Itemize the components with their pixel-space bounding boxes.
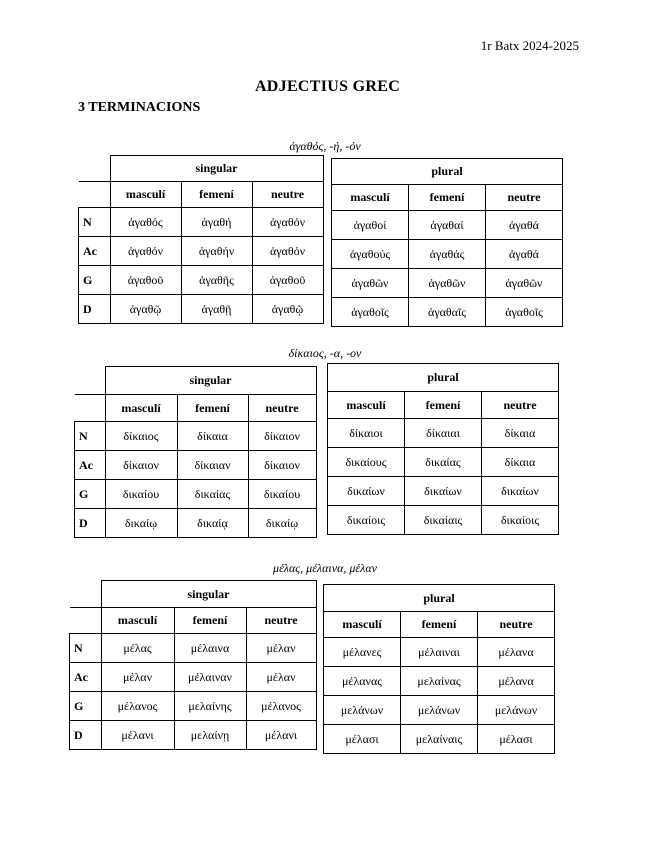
form-cell: ἀγαθόν	[252, 237, 323, 266]
form-cell: ἀγαθῷ	[110, 295, 181, 324]
table-row	[332, 298, 563, 327]
table-row	[328, 506, 559, 535]
form-cell: μελάνων	[324, 696, 401, 725]
neuter-header: neutre	[482, 392, 559, 419]
form-cell: μέλανας	[324, 667, 401, 696]
table-caption: μέλας, μέλαινα, μέλαν	[273, 561, 377, 575]
case-label: D	[79, 295, 111, 324]
case-label: G	[70, 692, 102, 721]
form-cell: μέλανα	[478, 667, 555, 696]
form-cell: ἀγαθῶν	[486, 269, 563, 298]
form-cell: μέλαν	[246, 663, 316, 692]
case-label: N	[79, 208, 111, 237]
masculine-header: masculí	[110, 182, 181, 208]
form-cell: δίκαιαν	[177, 451, 248, 480]
table-caption: δίκαιος, -α, -ον	[288, 346, 362, 360]
form-cell: μέλανι	[101, 721, 174, 750]
form-cell: ἀγαθῶν	[409, 269, 486, 298]
form-cell: δικαίων	[405, 477, 482, 506]
form-cell: ἀγαθῇ	[181, 295, 252, 324]
form-cell: ἀγαθήν	[181, 237, 252, 266]
masculine-header: masculí	[101, 608, 174, 634]
empty-corner	[70, 608, 102, 634]
form-cell: δικαίῳ	[248, 509, 316, 538]
form-cell: μέλανος	[246, 692, 316, 721]
table-caption: ἀγαθός, -ή, -όν	[289, 139, 361, 153]
table-row	[70, 663, 317, 692]
table-row	[79, 237, 324, 266]
form-cell: δίκαιον	[248, 422, 316, 451]
form-cell: μέλαιναι	[401, 638, 478, 667]
form-cell: μελαίνης	[174, 692, 246, 721]
form-cell: μέλασι	[478, 725, 555, 754]
case-label: N	[75, 422, 106, 451]
gender-header-row	[70, 608, 317, 634]
case-label: D	[75, 509, 106, 538]
singular-header: singular	[101, 581, 316, 608]
header-row	[75, 367, 317, 395]
form-cell: μέλασι	[324, 725, 401, 754]
form-cell: δικαίῳ	[105, 509, 177, 538]
table-row	[332, 269, 563, 298]
form-cell: ἀγαθάς	[409, 240, 486, 269]
plural-table	[331, 158, 563, 327]
header-row	[328, 364, 559, 392]
case-label: D	[70, 721, 102, 750]
table-row	[75, 480, 317, 509]
form-cell: δικαίους	[328, 448, 405, 477]
form-cell: ἀγαθῷ	[252, 295, 323, 324]
form-cell: ἀγαθαί	[409, 211, 486, 240]
case-label: Ac	[79, 237, 111, 266]
form-cell: ἀγαθόν	[110, 237, 181, 266]
form-cell: ἀγαθαῖς	[409, 298, 486, 327]
form-cell: δικαίαις	[405, 506, 482, 535]
table-row	[75, 451, 317, 480]
form-cell: ἀγαθόν	[252, 208, 323, 237]
form-cell: δικαίας	[405, 448, 482, 477]
empty-corner	[75, 395, 106, 422]
form-cell: μέλανι	[246, 721, 316, 750]
form-cell: δικαίου	[248, 480, 316, 509]
header-row	[79, 156, 324, 182]
empty-corner	[75, 367, 106, 395]
form-cell: ἀγαθοῦ	[110, 266, 181, 295]
table-row	[324, 638, 555, 667]
case-label: N	[70, 634, 102, 663]
gender-header-row	[328, 392, 559, 419]
neuter-header: neutre	[252, 182, 323, 208]
form-cell: ἀγαθοῖς	[486, 298, 563, 327]
form-cell: δίκαια	[482, 419, 559, 448]
form-cell: ἀγαθοί	[332, 211, 409, 240]
gender-header-row	[75, 395, 317, 422]
table-row	[79, 295, 324, 324]
form-cell: δίκαια	[482, 448, 559, 477]
form-cell: δικαίοις	[328, 506, 405, 535]
feminine-header: femení	[174, 608, 246, 634]
form-cell: μελαίνας	[401, 667, 478, 696]
page-title: ADJECTIUS GREC	[254, 78, 401, 95]
singular-table	[74, 366, 317, 538]
table-row	[324, 696, 555, 725]
form-cell: μέλας	[101, 634, 174, 663]
form-cell: ἀγαθά	[486, 211, 563, 240]
form-cell: δικαίοις	[482, 506, 559, 535]
feminine-header: femení	[409, 185, 486, 211]
feminine-header: femení	[181, 182, 252, 208]
form-cell: ἀγαθῶν	[332, 269, 409, 298]
form-cell: δίκαια	[177, 422, 248, 451]
masculine-header: masculí	[332, 185, 409, 211]
neuter-header: neutre	[478, 612, 555, 638]
feminine-header: femení	[177, 395, 248, 422]
table-row	[70, 634, 317, 663]
masculine-header: masculí	[328, 392, 405, 419]
gender-header-row	[332, 185, 563, 211]
neuter-header: neutre	[248, 395, 316, 422]
form-cell: δίκαιον	[248, 451, 316, 480]
plural-table	[323, 584, 555, 754]
table-row	[324, 667, 555, 696]
form-cell: ἀγαθός	[110, 208, 181, 237]
form-cell: δικαίων	[328, 477, 405, 506]
masculine-header: masculí	[324, 612, 401, 638]
form-cell: ἀγαθῆς	[181, 266, 252, 295]
table-row	[328, 419, 559, 448]
table-row	[75, 509, 317, 538]
case-label: Ac	[75, 451, 106, 480]
plural-header: plural	[332, 159, 563, 185]
form-cell: μέλαν	[246, 634, 316, 663]
plural-table	[327, 363, 559, 535]
form-cell: μέλανα	[478, 638, 555, 667]
plural-header: plural	[324, 585, 555, 612]
gender-header-row	[79, 182, 324, 208]
table-row	[79, 266, 324, 295]
form-cell: ἀγαθή	[181, 208, 252, 237]
form-cell: δικαίου	[105, 480, 177, 509]
table-row	[332, 211, 563, 240]
form-cell: μέλαν	[101, 663, 174, 692]
case-label: G	[75, 480, 106, 509]
header-row	[70, 581, 317, 608]
table-row	[70, 692, 317, 721]
form-cell: μέλαιναν	[174, 663, 246, 692]
form-cell: ἀγαθοῦ	[252, 266, 323, 295]
form-cell: μελαίνῃ	[174, 721, 246, 750]
header-row	[324, 585, 555, 612]
form-cell: ἀγαθούς	[332, 240, 409, 269]
case-label: Ac	[70, 663, 102, 692]
section-title: 3 TERMINACIONS	[78, 100, 201, 115]
form-cell: δικαίᾳ	[177, 509, 248, 538]
form-cell: δικαίας	[177, 480, 248, 509]
form-cell: μέλαινα	[174, 634, 246, 663]
header-row	[332, 159, 563, 185]
case-label: G	[79, 266, 111, 295]
table-row	[328, 448, 559, 477]
table-row	[332, 240, 563, 269]
singular-header: singular	[105, 367, 316, 395]
table-row	[328, 477, 559, 506]
singular-table	[69, 580, 317, 750]
table-row	[70, 721, 317, 750]
form-cell: δίκαιον	[105, 451, 177, 480]
form-cell: ἀγαθοῖς	[332, 298, 409, 327]
form-cell: δικαίων	[482, 477, 559, 506]
empty-corner	[79, 182, 111, 208]
form-cell: μέλανες	[324, 638, 401, 667]
gender-header-row	[324, 612, 555, 638]
form-cell: μελάνων	[478, 696, 555, 725]
masculine-header: masculí	[105, 395, 177, 422]
form-cell: μελαίναις	[401, 725, 478, 754]
form-cell: δίκαιαι	[405, 419, 482, 448]
empty-corner	[70, 581, 102, 608]
table-row	[75, 422, 317, 451]
form-cell: δίκαιοι	[328, 419, 405, 448]
neuter-header: neutre	[486, 185, 563, 211]
table-row	[324, 725, 555, 754]
plural-header: plural	[328, 364, 559, 392]
form-cell: μέλανος	[101, 692, 174, 721]
singular-header: singular	[110, 156, 323, 182]
feminine-header: femení	[401, 612, 478, 638]
empty-corner	[79, 156, 111, 182]
table-row	[79, 208, 324, 237]
course-header: 1r Batx 2024-2025	[480, 38, 579, 53]
form-cell: μελάνων	[401, 696, 478, 725]
form-cell: δίκαιος	[105, 422, 177, 451]
form-cell: ἀγαθά	[486, 240, 563, 269]
neuter-header: neutre	[246, 608, 316, 634]
singular-table	[78, 155, 324, 324]
feminine-header: femení	[405, 392, 482, 419]
